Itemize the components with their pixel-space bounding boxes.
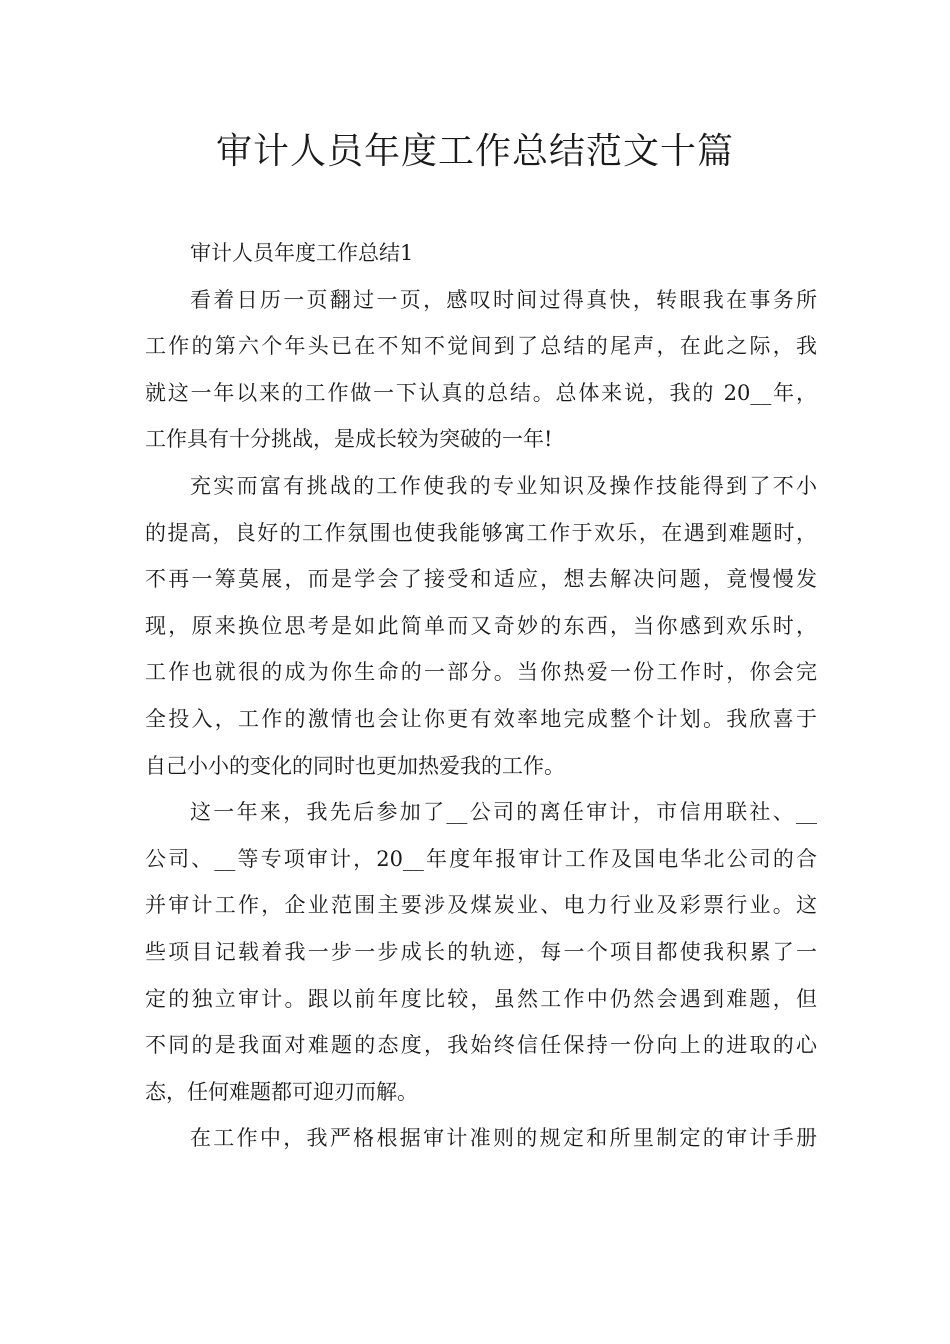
paragraph-line: 在工作中，我严格根据审计准则的规定和所里制定的审计手册: [190, 1126, 817, 1151]
paragraph-line: 公司、__等专项审计，20__年度年报审计工作及国电华北公司的合: [145, 846, 817, 871]
paragraph-line: 不同的是我面对难题的态度，我始终信任保持一份向上的进取的心: [145, 1033, 817, 1058]
paragraph-line: 全投入，工作的激情也会让你更有效率地完成整个计划。我欣喜于: [145, 706, 817, 731]
paragraph-line: 工作也就很的成为你生命的一部分。当你热爱一份工作时，你会完: [145, 660, 817, 685]
paragraph-line: 这一年来，我先后参加了__公司的离任审计，市信用联社、__: [190, 800, 817, 825]
paragraph-line: 工作具有十分挑战，是成长较为突破的一年!: [145, 427, 553, 452]
paragraph-line: 不再一筹莫展，而是学会了接受和适应，想去解决问题，竟慢慢发: [145, 567, 817, 592]
paragraph-line: 定的独立审计。跟以前年度比较，虽然工作中仍然会遇到难题，但: [145, 986, 817, 1011]
paragraph-line: 些项目记载着我一步一步成长的轨迹，每一个项目都使我积累了一: [145, 939, 817, 964]
paragraph-line: 充实而富有挑战的工作使我的专业知识及操作技能得到了不小: [190, 473, 817, 498]
paragraph-1: [145, 277, 817, 463]
paragraph-3: [145, 789, 817, 1115]
paragraph-line: 的提高，良好的工作氛围也使我能够寓工作于欢乐，在遇到难题时，: [145, 520, 817, 545]
paragraph-line: 并审计工作，企业范围主要涉及煤炭业、电力行业及彩票行业。这: [145, 893, 817, 918]
section-heading: 审计人员年度工作总结1: [190, 241, 414, 265]
paragraph-4: [145, 1115, 817, 1162]
document-body: [145, 230, 817, 1162]
document-title: 审计人员年度工作总结范文十篇: [215, 131, 734, 172]
paragraph-line: 自己小小的变化的同时也更加热爱我的工作。: [145, 753, 565, 778]
paragraph-line: 态，任何难题都可迎刃而解。: [145, 1079, 418, 1104]
paragraph-line: 现，原来换位思考是如此简单而又奇妙的东西，当你感到欢乐时，: [145, 613, 817, 638]
paragraph-line: 工作的第六个年头已在不知不觉间到了总结的尾声，在此之际，我: [145, 334, 817, 359]
paragraph-line: 看着日历一页翻过一页，感叹时间过得真快，转眼我在事务所: [190, 287, 817, 312]
paragraph-2: [145, 463, 817, 789]
paragraph-line: 就这一年以来的工作做一下认真的总结。总体来说，我的 20__年，: [145, 380, 817, 405]
